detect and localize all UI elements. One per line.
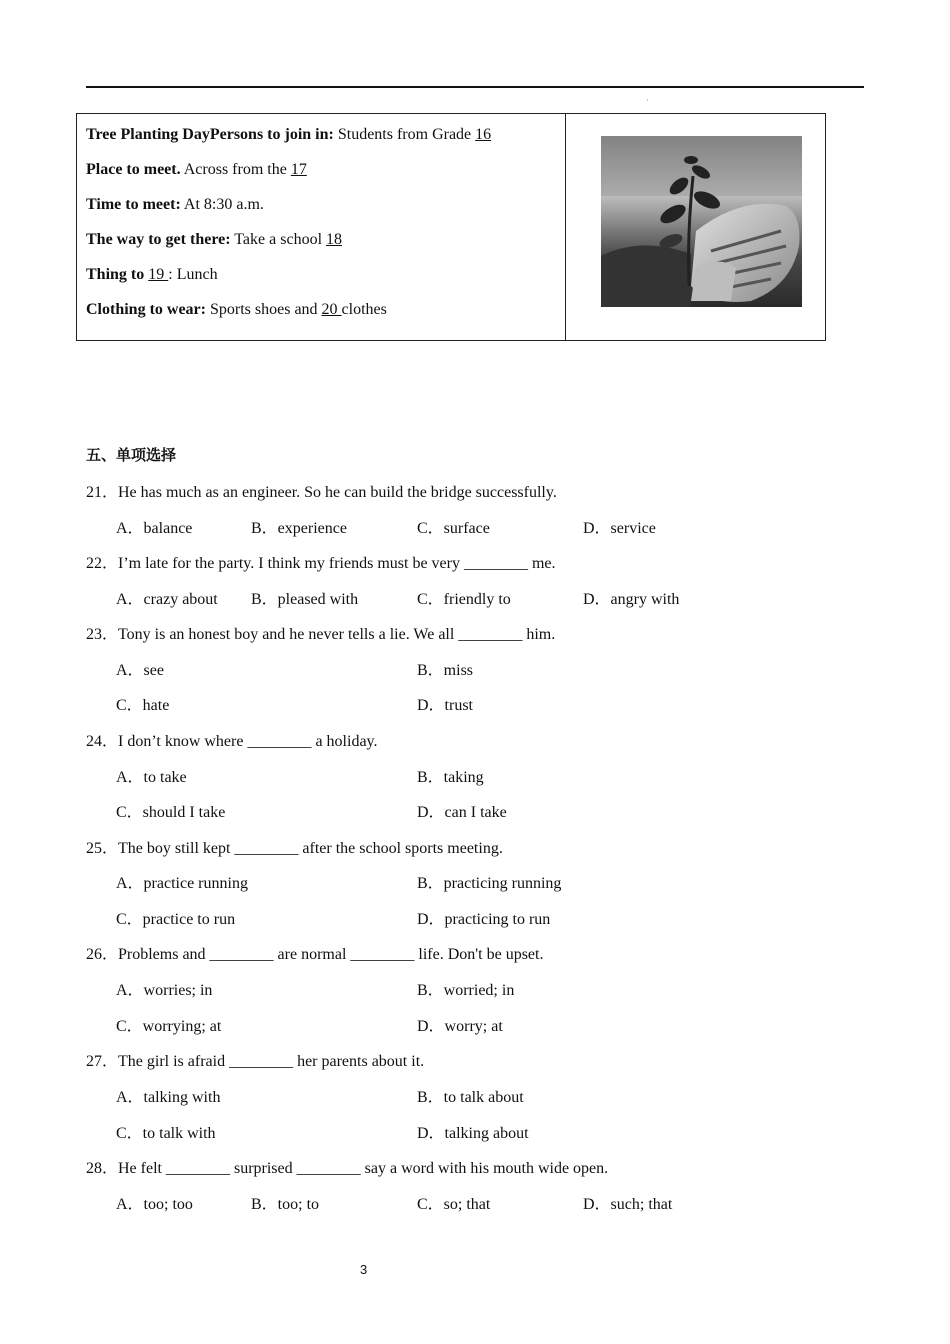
- blank-16: 16: [475, 126, 492, 143]
- section-title: 五、单项选择: [86, 446, 177, 464]
- q27-option-c[interactable]: C．to talk with: [116, 1125, 216, 1142]
- blank-19: 19: [148, 266, 169, 283]
- q22-option-a[interactable]: A．crazy about: [116, 591, 218, 608]
- q25-option-d[interactable]: D．practicing to run: [417, 911, 551, 928]
- q24-option-c[interactable]: C．should I take: [116, 804, 226, 821]
- q24-option-b[interactable]: B．taking: [417, 769, 484, 786]
- question-22: 22．I’m late for the party. I think my friends must be very ________ me.: [86, 555, 556, 572]
- q26-option-b[interactable]: B．worried; in: [417, 982, 515, 999]
- q26-option-d[interactable]: D．worry; at: [417, 1018, 503, 1035]
- q27-option-d[interactable]: D．talking about: [417, 1125, 529, 1142]
- q28-option-a[interactable]: A．too; too: [116, 1196, 193, 1213]
- info-line-persons: Tree Planting DayPersons to join in: Students from Grade 16: [86, 126, 492, 143]
- question-25: 25．The boy still kept ________ after the school sports meeting.: [86, 840, 503, 857]
- q27-option-a[interactable]: A．talking with: [116, 1089, 221, 1106]
- blank-20: 20: [321, 301, 342, 318]
- q28-option-c[interactable]: C．so; that: [417, 1196, 491, 1213]
- header-rule: [86, 86, 864, 88]
- q22-option-c[interactable]: C．friendly to: [417, 591, 511, 608]
- info-line-thing: Thing to 19 : Lunch: [86, 266, 218, 283]
- q22-option-b[interactable]: B．pleased with: [251, 591, 359, 608]
- q21-option-d[interactable]: D．service: [583, 520, 656, 537]
- q21-option-a[interactable]: A．balance: [116, 520, 193, 537]
- header-dot: ·: [646, 96, 649, 105]
- question-24: 24．I don’t know where ________ a holiday.: [86, 733, 378, 750]
- q24-option-d[interactable]: D．can I take: [417, 804, 507, 821]
- q23-option-c[interactable]: C．hate: [116, 697, 170, 714]
- q23-option-b[interactable]: B．miss: [417, 662, 474, 679]
- q21-option-c[interactable]: C．surface: [417, 520, 490, 537]
- q27-option-b[interactable]: B．to talk about: [417, 1089, 524, 1106]
- question-28: 28．He felt ________ surprised ________ say a word with his mouth wide open.: [86, 1160, 609, 1177]
- info-line-way: The way to get there: Take a school 18: [86, 231, 343, 248]
- page-number: 3: [360, 1262, 368, 1277]
- q22-option-d[interactable]: D．angry with: [583, 591, 680, 608]
- blank-17: 17: [290, 161, 307, 178]
- q24-option-a[interactable]: A．to take: [116, 769, 187, 786]
- blank-18: 18: [326, 231, 343, 248]
- q23-option-a[interactable]: A．see: [116, 662, 164, 679]
- q28-option-d[interactable]: D．such; that: [583, 1196, 673, 1213]
- question-26: 26．Problems and ________ are normal ________ life. Don't be upset.: [86, 946, 544, 963]
- seedling-in-hands-photo: [601, 136, 802, 307]
- question-23: 23．Tony is an honest boy and he never tells a lie. We all ________ him.: [86, 626, 556, 643]
- info-line-clothing: Clothing to wear: Sports shoes and 20 clothes: [86, 301, 387, 318]
- q26-option-a[interactable]: A．worries; in: [116, 982, 213, 999]
- q25-option-a[interactable]: A．practice running: [116, 875, 248, 892]
- question-27: 27．The girl is afraid ________ her parents about it.: [86, 1053, 425, 1070]
- q26-option-c[interactable]: C．worrying; at: [116, 1018, 222, 1035]
- q25-option-c[interactable]: C．practice to run: [116, 911, 236, 928]
- q21-option-b[interactable]: B．experience: [251, 520, 347, 537]
- question-21: 21．He has much as an engineer. So he can build the bridge successfully.: [86, 484, 557, 501]
- q25-option-b[interactable]: B．practicing running: [417, 875, 562, 892]
- info-line-place: Place to meet. Across from the 17: [86, 161, 307, 178]
- info-line-time: Time to meet: At 8:30 a.m.: [86, 196, 264, 213]
- q23-option-d[interactable]: D．trust: [417, 697, 474, 714]
- q28-option-b[interactable]: B．too; to: [251, 1196, 320, 1213]
